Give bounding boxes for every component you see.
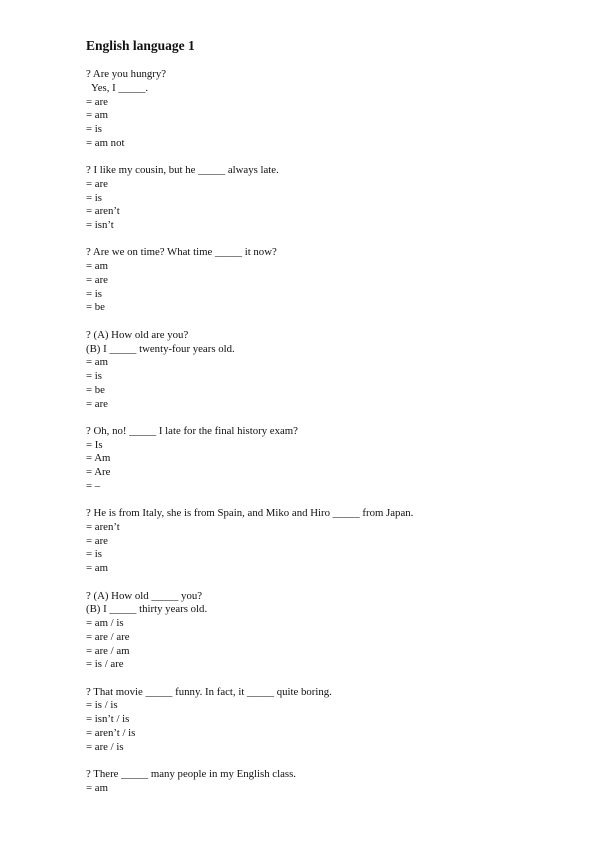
question-8 [86, 686, 556, 755]
answer-option: = isn’t [86, 219, 114, 232]
answer-option: = is [86, 123, 102, 135]
question-text: ? Are we on time? What time _____ it now? [86, 246, 277, 259]
answer-option: = Are [86, 466, 111, 479]
answer-option: = isn’t / is [86, 713, 130, 726]
answer-option: = are [86, 95, 108, 108]
answer-option: = are [86, 534, 108, 547]
answer-option: = am [86, 356, 108, 369]
answer-option: = am [86, 260, 108, 273]
answer-option: = are [86, 397, 108, 410]
question-text: Yes, I _____. [86, 81, 149, 94]
answer-option: = am not [86, 136, 125, 149]
answer-option: = aren’t / is [86, 726, 136, 739]
question-text: (B) I _____ thirty years old. [86, 603, 208, 616]
question-text: ? (A) How old are you? [86, 328, 189, 341]
answer-option: = aren’t [86, 205, 120, 218]
question-4 [86, 329, 556, 412]
question-text: ? There _____ many people in my English class. [86, 768, 296, 780]
answer-option: = are [86, 177, 108, 190]
answer-option: = be [86, 383, 105, 396]
question-text: ? Are you hungry? [86, 68, 167, 80]
question-text: ? I like my cousin, but he _____ always late. [86, 164, 279, 177]
answer-option: = am [86, 562, 108, 575]
question-text: ? He is from Italy, she is from Spain, and Miko and Hiro _____ from Japan. [86, 507, 414, 520]
question-text: ? That movie _____ funny. In fact, it _____ quite boring. [86, 685, 332, 698]
answer-option: = is [86, 548, 102, 561]
question-2 [86, 164, 556, 233]
answer-option: = is [86, 191, 102, 204]
answer-option: = aren’t [86, 520, 120, 533]
answer-option: = be [86, 301, 105, 314]
answer-option: = are [86, 273, 108, 286]
question-text: ? (A) How old _____ you? [86, 589, 203, 602]
answer-option: = – [86, 479, 101, 492]
answer-option: = Is [86, 438, 103, 451]
question-7 [86, 590, 556, 673]
answer-option: = am [86, 109, 108, 122]
question-1 [86, 68, 556, 151]
answer-option: = is / is [86, 699, 118, 712]
document-title: English language 1 [86, 38, 195, 53]
question-6 [86, 507, 556, 576]
answer-option: = am [86, 781, 108, 794]
question-5 [86, 425, 556, 494]
answer-option: = Am [86, 452, 111, 465]
answer-option: = am / is [86, 617, 124, 630]
answer-option: = are / am [86, 644, 130, 657]
answer-option: = is [86, 370, 102, 383]
answer-option: = is [86, 287, 102, 300]
answer-option: = are / are [86, 630, 130, 643]
question-9 [86, 768, 556, 796]
question-text: ? Oh, no! _____ I late for the final history exam? [86, 424, 298, 437]
answer-option: = are / is [86, 740, 124, 753]
answer-option: = is / are [86, 658, 124, 671]
question-text: (B) I _____ twenty-four years old. [86, 342, 235, 355]
question-3 [86, 246, 556, 315]
